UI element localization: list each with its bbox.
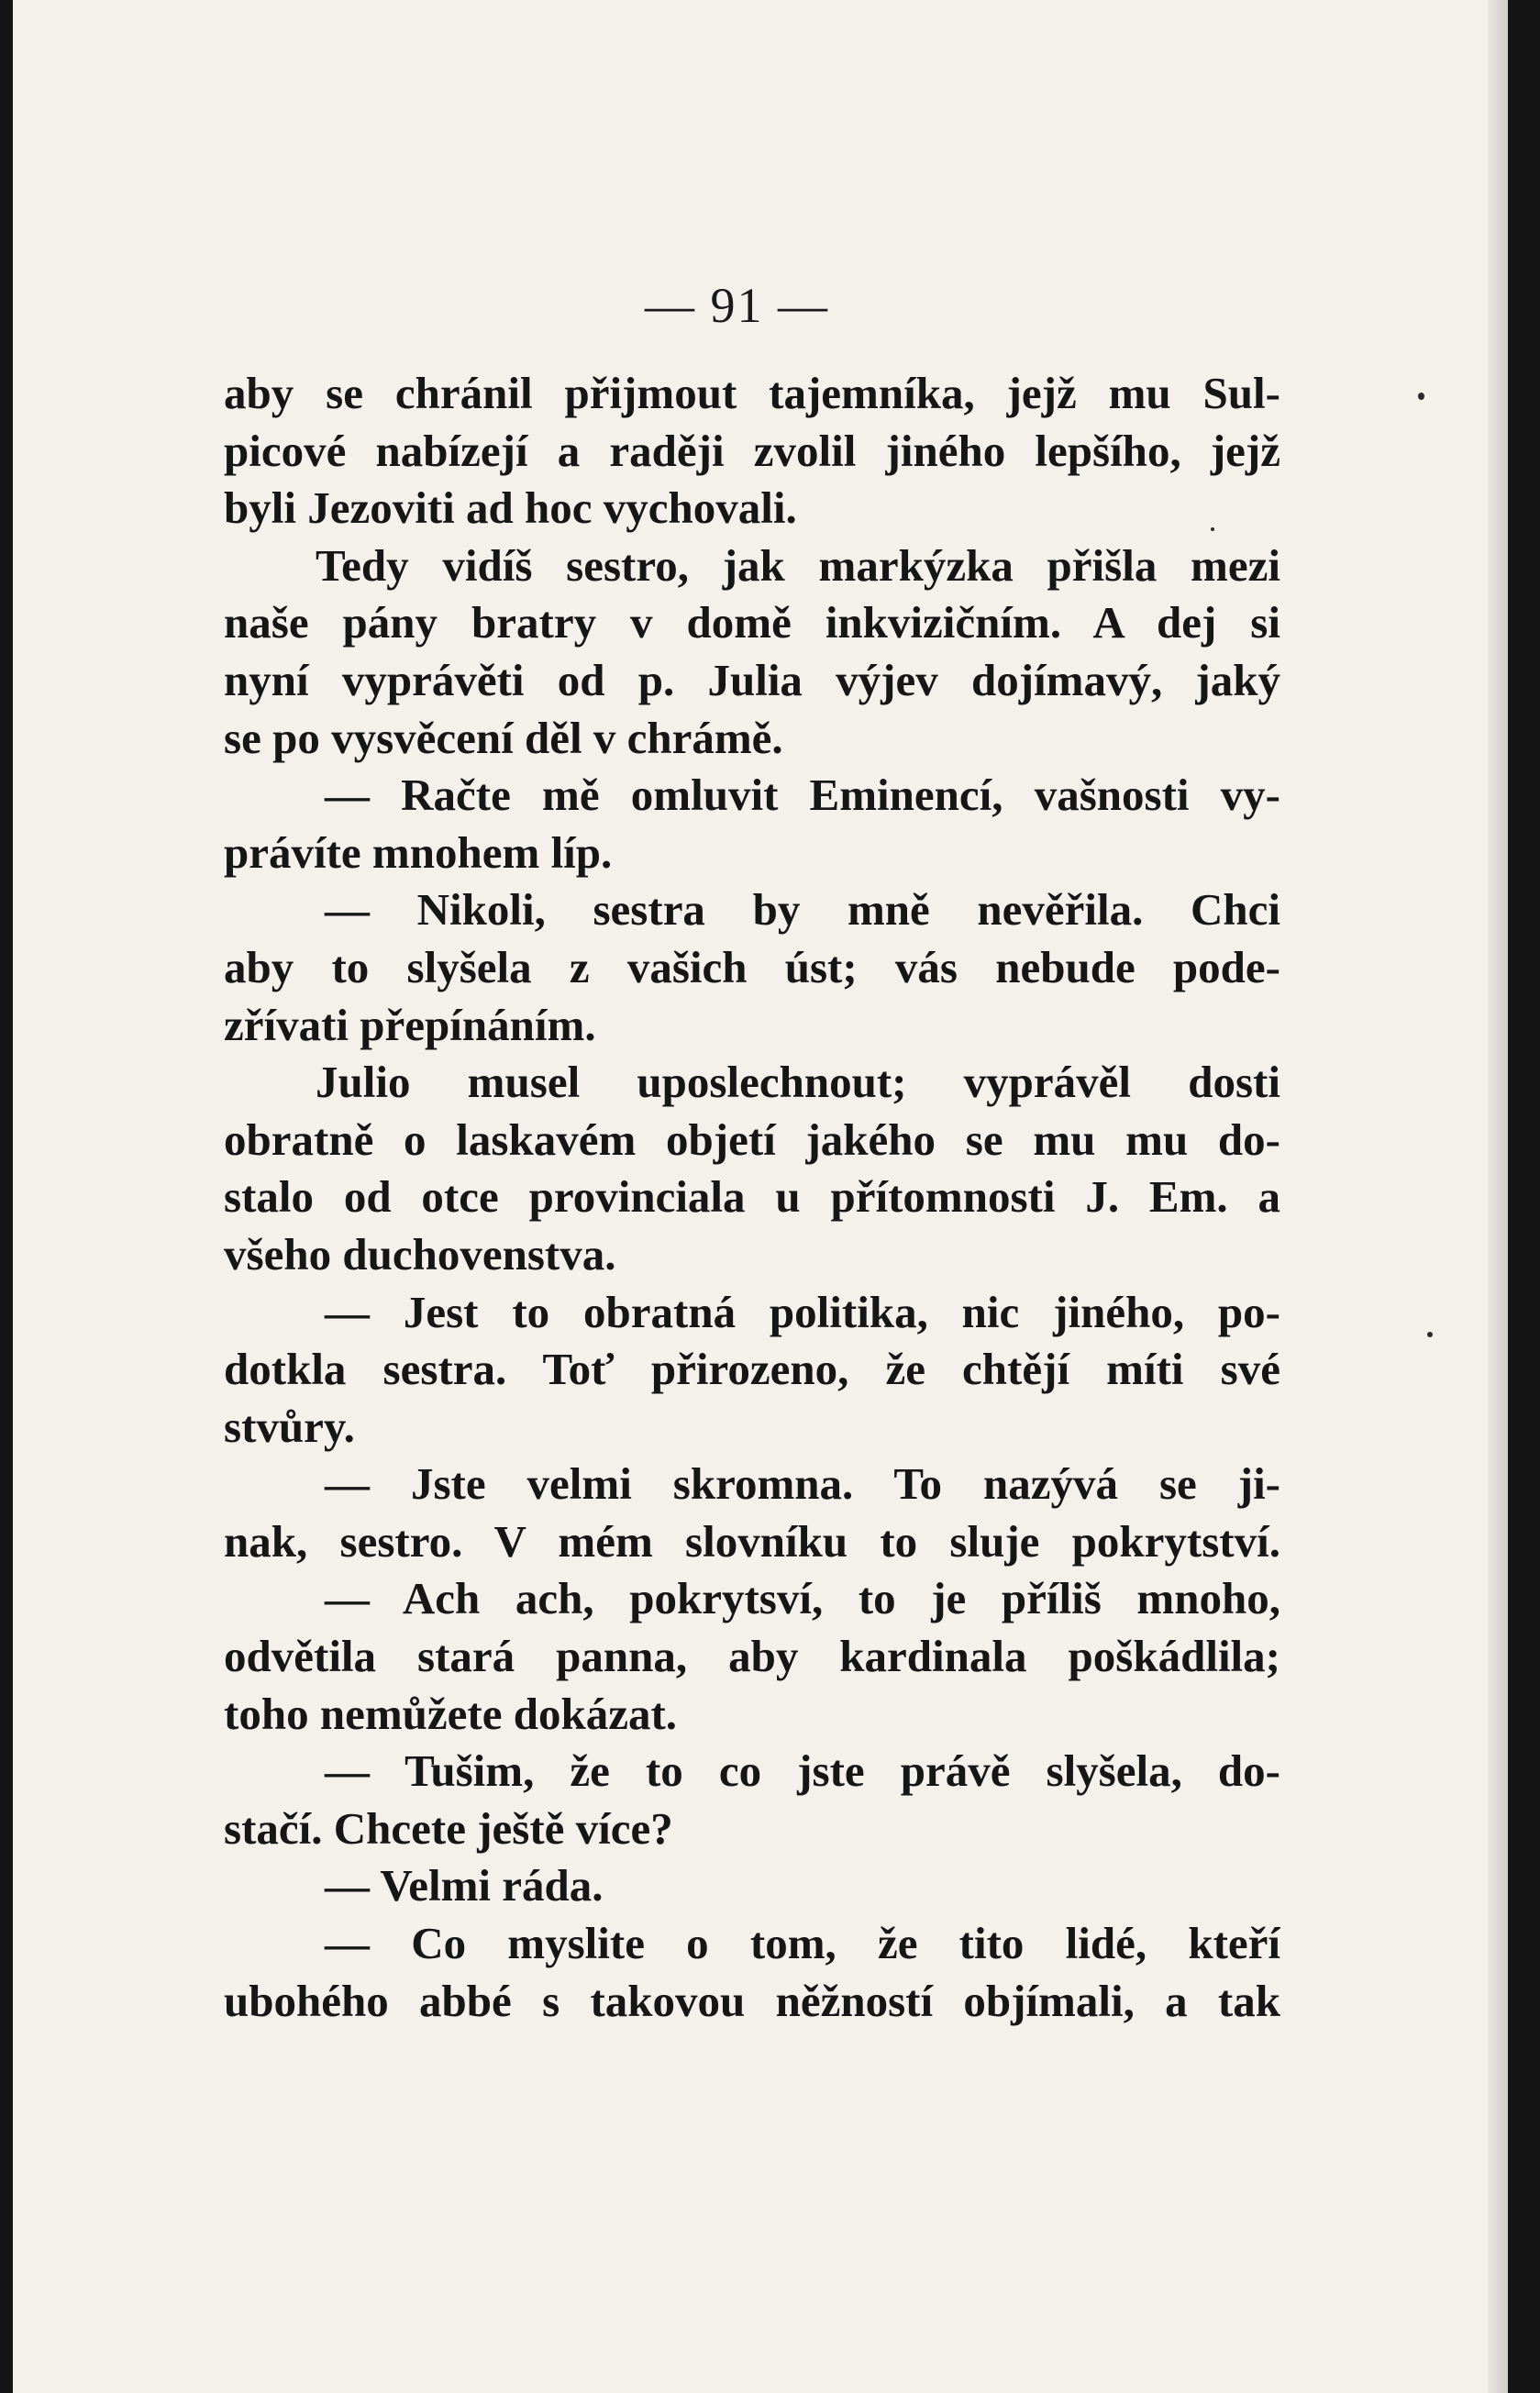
text-line: obratně o laskavém objetí jakého se mu mu do- [224, 1113, 1280, 1165]
text-line: — Velmi ráda. [325, 1860, 604, 1911]
text-line: stvůry. [224, 1401, 355, 1452]
text-line: — Jste velmi skromna. To nazývá se ji- [325, 1458, 1280, 1510]
text-line: — Ach ach, pokrytsví, to je příliš mnoho, [325, 1573, 1280, 1624]
print-speck [1211, 527, 1214, 531]
text-line: všeho duchovenstva. [224, 1228, 616, 1280]
page-edge-shadow [1488, 0, 1508, 2393]
text-line: picové nabízejí a raději zvolil jiného lepšího, jejž [224, 425, 1280, 476]
text-line: — Tušim, že to co jste právě slyšela, do- [325, 1745, 1280, 1797]
page-number: — 91 — [645, 278, 829, 333]
text-line: aby to slyšela z vašich úst; vás nebude pode- [224, 941, 1280, 992]
text-line: stačí. Chcete ještě více? [224, 1802, 673, 1854]
text-line: aby se chránil přijmout tajemníka, jejž mu Sul- [224, 368, 1280, 418]
text-line: nak, sestro. V mém slovníku to sluje pokrytství. [224, 1515, 1280, 1567]
text-line: — Co myslite o tom, že tito lidé, kteří [325, 1918, 1280, 1969]
print-speck [1427, 1332, 1433, 1337]
text-line: zřívati přepínáním. [224, 999, 596, 1050]
text-line: toho nemůžete dokázat. [224, 1688, 678, 1739]
text-line: právíte mnohem líp. [224, 826, 613, 878]
text-line: stalo od otce provinciala u přítomnosti J. Em. a [224, 1171, 1280, 1223]
text-line: byli Jezoviti ad hoc vychovali. [224, 482, 797, 534]
text-line: Julio musel uposlechnout; vyprávěl dosti [316, 1057, 1280, 1108]
book-page [13, 0, 1508, 2393]
text-line: se po vysvěcení děl v chrámě. [224, 712, 783, 763]
text-line: dotkla sestra. Toť přirozeno, že chtějí míti své [224, 1344, 1280, 1395]
text-line: Tedy vidíš sestro, jak markýzka přišla mezi [316, 539, 1280, 591]
text-line: naše pány bratry v domě inkvizičním. A dej si [224, 597, 1280, 648]
text-line: nyní vyprávěti od p. Julia výjev dojímavý, jaký [224, 654, 1280, 705]
text-line: — Jest to obratná politika, nic jiného, po- [325, 1286, 1280, 1337]
text-line: — Nikoli, sestra by mně nevěřila. Chci [325, 884, 1280, 936]
print-speck [1418, 393, 1424, 400]
body-text [224, 365, 1280, 2030]
text-line: ubohého abbé s takovou něžností objímali, a tak [224, 1975, 1280, 2026]
text-line: — Račte mě omluvit Eminencí, vašnosti vy- [325, 770, 1280, 821]
text-line: odvětila stará panna, aby kardinala poškádlila; [224, 1631, 1280, 1682]
